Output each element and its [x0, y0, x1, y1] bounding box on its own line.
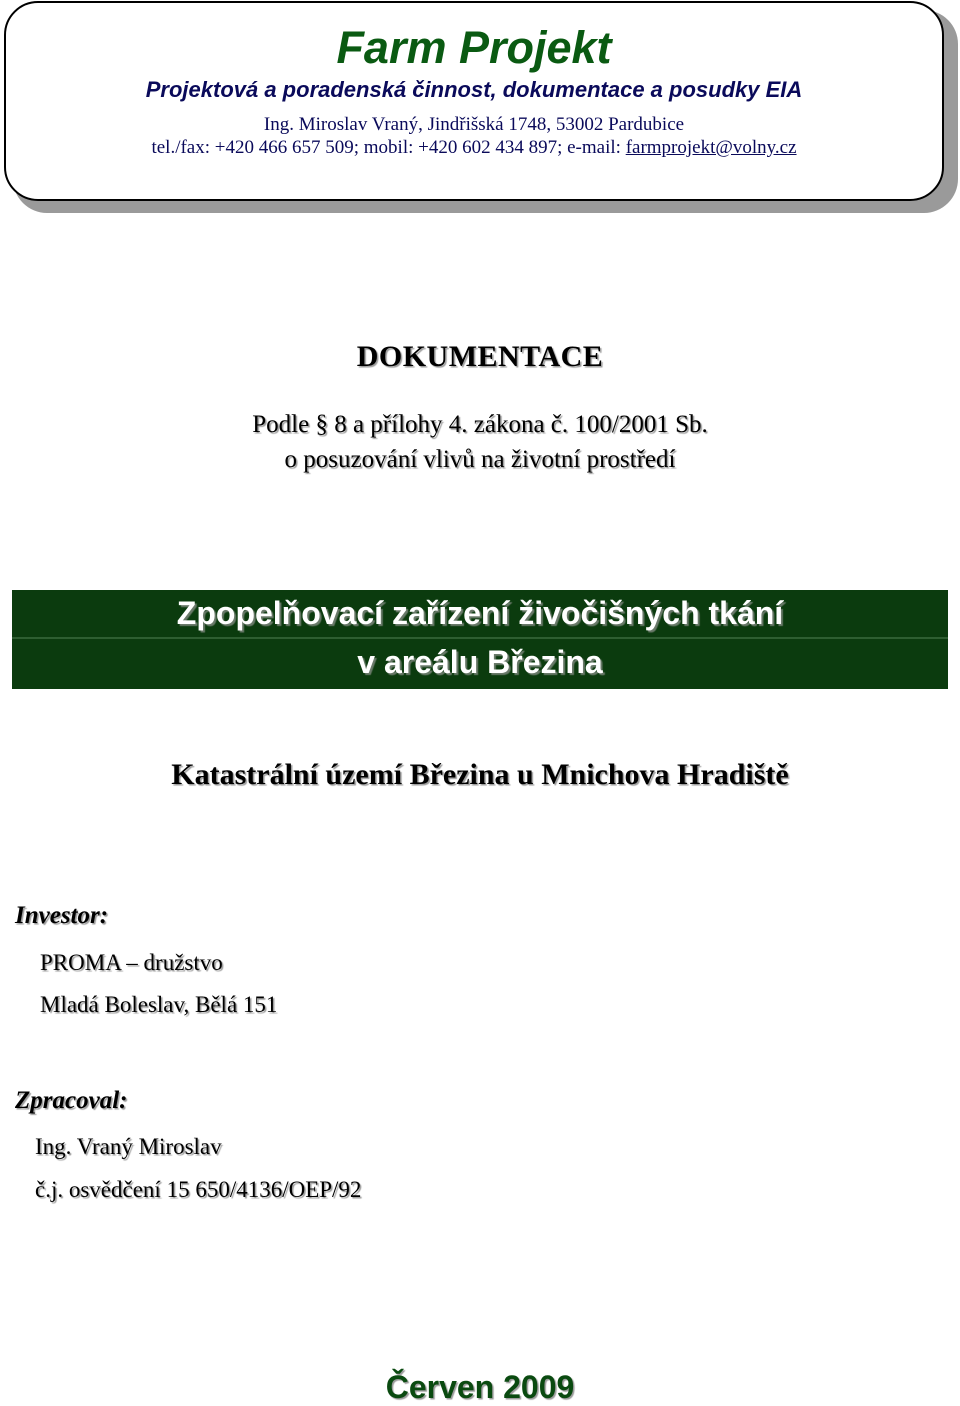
email-link[interactable]: farmprojekt@volny.cz — [625, 137, 797, 158]
processor-name: Ing. Vraný Miroslav — [35, 1134, 222, 1159]
company-tagline: Projektová a poradenská činnost, dokumentace a posudky EIA — [145, 77, 803, 102]
law-subject: o posuzování vlivů na životní prostředí — [284, 446, 676, 473]
cadastral-area: Katastrální území Březina u Mnichova Hradiště — [171, 758, 789, 791]
document-title: DOKUMENTACE — [356, 340, 604, 373]
investor-label: Investor: — [15, 902, 109, 929]
law-reference: Podle § 8 a přílohy 4. zákona č. 100/2001 Sb. — [252, 411, 708, 438]
project-title-banner — [12, 590, 948, 689]
project-title-line2: v areálu Březina — [357, 644, 603, 680]
processor-label: Zpracoval: — [15, 1087, 128, 1114]
company-contact — [6, 136, 942, 160]
investor-name: PROMA – družstvo — [40, 950, 223, 975]
contact-phones: tel./fax: +420 466 657 509; mobil: +420 602 434 897; e-mail: — [151, 137, 626, 158]
processor-certificate: č.j. osvědčení 15 650/4136/OEP/92 — [35, 1177, 362, 1202]
project-title-line1: Zpopelňovací zařízení živočišných tkání — [176, 595, 784, 631]
document-date: Červen 2009 — [385, 1369, 575, 1405]
company-name: Farm Projekt — [336, 22, 612, 73]
letterhead — [4, 1, 944, 201]
company-address: Ing. Miroslav Vraný, Jindřišská 1748, 53002 Pardubice — [263, 114, 685, 135]
investor-address: Mladá Boleslav, Bělá 151 — [40, 992, 278, 1017]
